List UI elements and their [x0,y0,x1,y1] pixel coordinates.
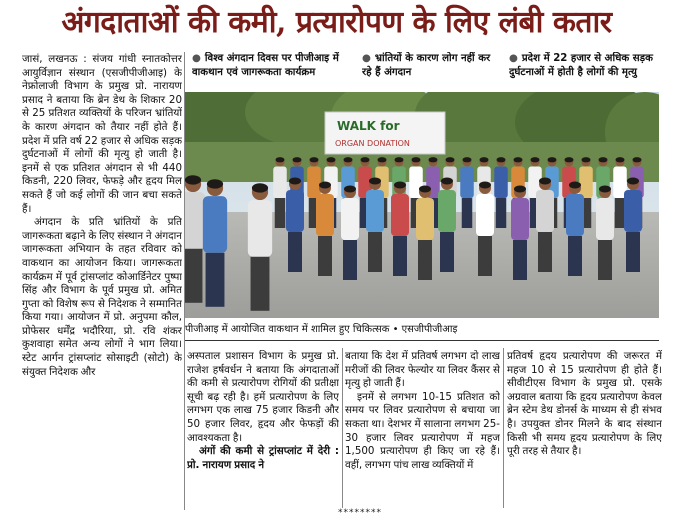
person-legs [206,253,225,307]
highlight-item [192,52,352,92]
person-legs [251,257,270,311]
person-hair [548,157,557,162]
person-hair [616,157,625,162]
person-legs [626,232,640,272]
person-hair [599,186,611,193]
person-legs [440,232,454,272]
footer-mark: ******** [338,508,382,518]
person-hair [633,157,642,162]
highlight-text: भ्रांतियों के कारण लोग नहीं कर रहे हैं अंगदान [362,53,491,78]
person-hair [429,157,438,162]
column-divider [342,348,343,508]
person-legs [615,198,626,228]
person-body [476,194,494,236]
person-legs [393,236,407,276]
banner-text: WALK for [337,119,400,133]
person-hair [369,178,381,185]
person-body [185,192,205,249]
person-body [566,194,584,236]
person-legs [185,249,202,303]
person-hair [310,157,319,162]
person-hair [344,186,356,193]
person-hair [252,183,268,192]
person-legs [288,232,302,272]
article-paragraph: बताया कि देश में प्रतिवर्ष लगभग दो लाख मरीजों की लिवर फेल्योर या लिवर कैंसर से मृत्यु हो जाती हैं। [345,350,500,390]
person-hair [531,157,540,162]
person-body [273,167,287,199]
person-hair [276,157,285,162]
person-legs [318,236,332,276]
person-body [494,167,508,199]
person-hair [419,186,431,193]
article-paragraph: अस्पताल प्रशासन विभाग के प्रमुख प्रो. राजेश हर्षवर्धन ने बताया कि अंगदाताओं की कमी से प्रत्यारोपण रोगियों की प्रतीक्षा सूची बढ़ रही है। हमें प्रत्यारोपण के लिए लगभग एक लाख 75 हजार किडनी और 50 हजार लिवर, हृदय और फेफड़ों की आवश्यकता है। [187,350,339,444]
person-hair [361,157,370,162]
article-paragraph: जासं, लखनऊ : संजय गांधी स्नातकोत्तर आयुर्विज्ञान संस्थान (एसजीपीजीआइ) के नेफ्रोलाजी विभाग के प्रमुख प्रो. नारायण प्रसाद ने बताया कि ब्रेन डेथ के शिकार 20 से 25 प्रतिशत व्यक्तियों के परिजन भ्रांतियों के कारण अंगदान को तैयार नहीं होते हैं। प्रदेश में प्रति वर्ष 22 हजार से अधिक सड़क दुर्घटनाओं में लोगों की मृत्यु हो जाती है। इनमें से एक प्रतिशत अंगदान से भी 440 किडनी, 220 लिवर, फेफड़े और हृदय मिल सकते हैं जो कई लोगों की जान बचा सकते हैं। [22,53,182,215]
person-body [316,194,334,236]
highlight-text: विश्व अंगदान दिवस पर पीजीआइ में वाकथान एवं जागरूकता कार्यक्रम [192,53,339,78]
person-legs [478,236,492,276]
person-legs [418,240,432,280]
person-hair [289,178,301,185]
person-body [307,167,321,199]
person-body [624,190,642,232]
person-body [286,190,304,232]
person-hair [569,182,581,189]
person-legs [538,232,552,272]
bullet-icon: ● [192,53,201,64]
person-body [366,190,384,232]
article-column-3 [507,350,662,510]
caption-rule [185,340,659,341]
highlight-item [509,52,664,92]
person-legs [368,232,382,272]
person-legs [598,240,612,280]
article-paragraph: इनमें से लगभग 10-15 प्रतिशत को समय पर लिवर प्रत्यारोपण से बचाया जा सकता था। देशभर में सालाना लगभग 25-30 हजार लिवर प्रत्यारोपण में महज 1,500 प्रत्यारोपण ही किए जा रहे हैं। वहीं, लगभग पांच लाख व्यक्तियों में [345,390,500,471]
person-hair [394,182,406,189]
person-body [460,167,474,199]
person-body [416,198,434,240]
person-body [438,190,456,232]
person-hair [441,178,453,185]
person-hair [395,157,404,162]
person-hair [378,157,387,162]
person-hair [185,175,201,184]
person-legs [496,198,507,228]
person-legs [568,236,582,276]
person-hair [514,157,523,162]
person-hair [497,157,506,162]
person-legs [275,198,286,228]
person-hair [344,157,353,162]
person-hair [446,157,455,162]
photo-caption: पीजीआइ में आयोजित वाकथान में शामिल हुए चिकित्सक • एसजीपीजीआइ [185,324,458,335]
person-hair [539,178,551,185]
article-paragraph: अंगों की कमी से ट्रांसप्लांट में देरी : प्रो. नारायण प्रसाद ने [187,445,339,471]
highlight-text: प्रदेश में 22 हजार से अधिक सड़क दुर्घटनाओं में होती है लोगों की मृत्यु [509,53,653,78]
person-body [511,198,529,240]
bullet-icon: ● [509,53,518,64]
banner-subtext: ORGAN DONATION [335,139,410,148]
column-divider [503,348,504,508]
person-hair [480,157,489,162]
person-body [203,196,227,253]
person-hair [565,157,574,162]
person-hair [207,179,223,188]
person-hair [463,157,472,162]
person-hair [327,157,336,162]
person-body [536,190,554,232]
article-column-left [22,53,182,509]
person-hair [293,157,302,162]
person-hair [514,186,526,193]
person-body [248,200,272,257]
person-legs [462,198,473,228]
person-hair [599,157,608,162]
person-hair [582,157,591,162]
article-paragraph: प्रतिवर्ष हृदय प्रत्यारोपण की जरूरत में महज 10 से 15 प्रत्यारोपण ही होते हैं। सीवीटीएस विभाग के प्रमुख प्रो. एसके अग्रवाल बताया कि हृदय प्रत्यारोपण केवल ब्रेन स्टेम डेथ डोनर्स के माध्यम से ही संभव है। उपयुक्त डोनर मिलने के बाद संस्थान किसी भी समय हृदय प्रत्यारोपण के लिए पूरी तरह से तैयार है। [507,350,662,458]
highlight-item [362,52,502,92]
bullet-icon: ● [362,53,371,64]
news-photo [185,92,659,318]
person-hair [319,182,331,189]
person-body [391,194,409,236]
person-body [596,198,614,240]
person-hair [479,182,491,189]
person-body [341,198,359,240]
person-hair [412,157,421,162]
article-column-1 [187,350,339,510]
article-column-2 [345,350,500,510]
headline: अंगदाताओं की कमी, प्रत्यारोपण के लिए लंबी कतार [61,5,612,40]
article-paragraph: अंगदान के प्रति भ्रांतियों के प्रति जागरूकता बढ़ाने के लिए संस्थान ने अंगदान जागरूकता अभियान के तहत रविवार को वाकथान का आयोजन किया। जागरूकता कार्यक्रम में पूर्व ट्रांसप्लांट कोआर्डिनेटर पुष्पा सिंह और विभाग के पूर्व प्रमुख प्रो. अमित गुप्ता को विशेष रूप से निदेशक ने सम्मानित किया गया। आयोजन में प्रो. अनुपमा कौल, प्रोफेसर धर्मेंद्र भदौरिया, प्रो. रवि शंकर कुशवाहा समेत अन्य लोगों ने भाग लिया। स्टेट आर्गन ट्रांसप्लांट सोसाइटी (सोटो) के संयुक्त निदेशक और [22,216,182,378]
person-legs [513,240,527,280]
person-hair [627,178,639,185]
person-body [579,167,593,199]
person-legs [343,240,357,280]
